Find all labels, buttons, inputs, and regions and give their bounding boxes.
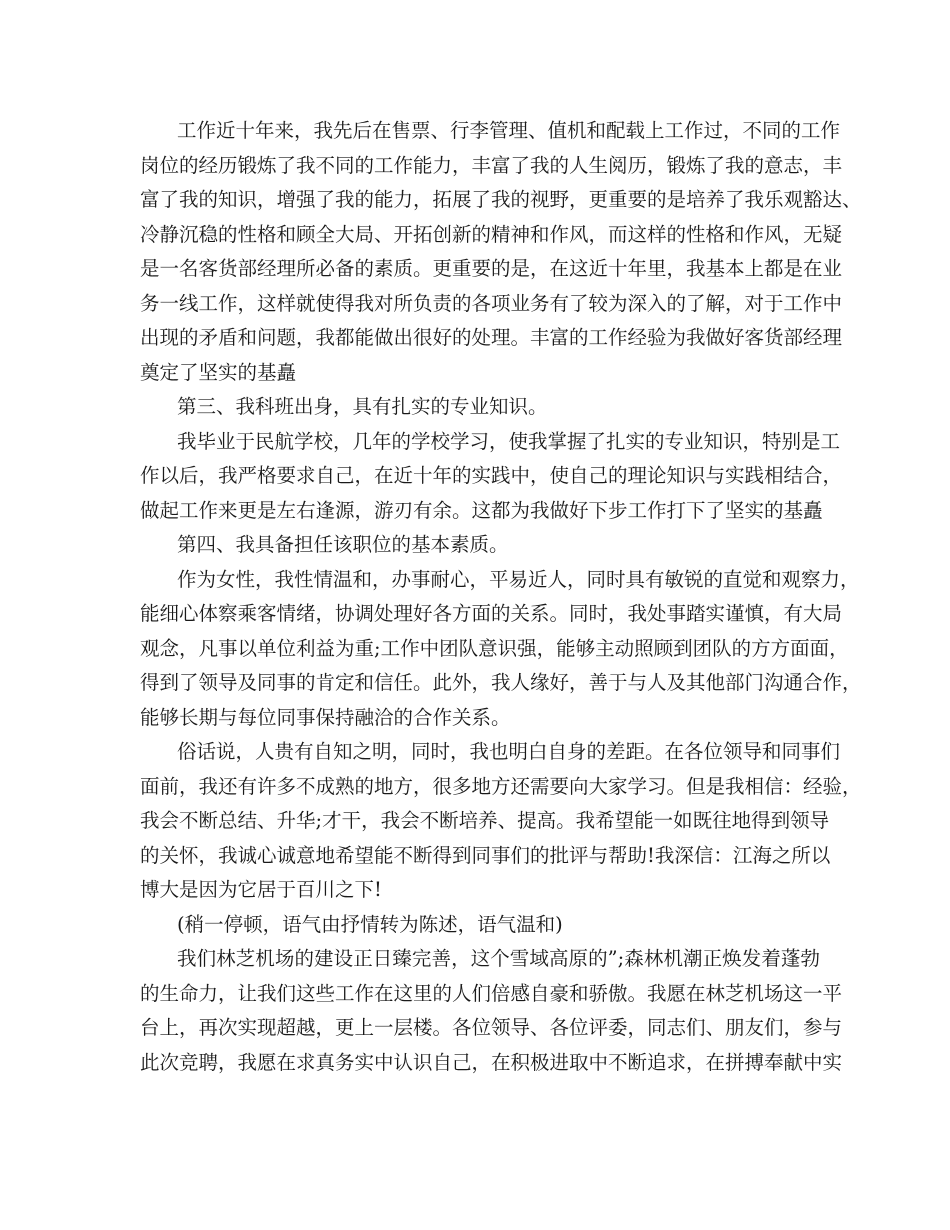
- text-line: 做起工作来更是左右逢源，游刃有余。这都为我做好下步工作打下了坚实的基矗: [140, 498, 823, 522]
- text-line: 观念，凡事以单位利益为重;工作中团队意识强，能够主动照顾到团队的方方面面，: [140, 636, 849, 660]
- text-line: 冷静沉稳的性格和顾全大局、开拓创新的精神和作风，而这样的性格和作风，无疑: [140, 222, 843, 246]
- text-line: 是一名客货部经理所必备的素质。更重要的是，在这近十年里，我基本上都是在业: [140, 257, 843, 280]
- text-line: 我毕业于民航学校，几年的学校学习，使我掌握了扎实的专业知识，特别是工: [177, 429, 841, 453]
- text-line: 第三、我科班出身，具有扎实的专业知识。: [177, 395, 548, 418]
- text-line: 俗话说，人贵有自知之明，同时，我也明白自身的差距。在各位领导和同事们: [177, 740, 841, 763]
- text-line: 此次竞聘，我愿在求真务实中认识自己，在积极进取中不断追求，在拼搏奉献中实: [140, 1050, 843, 1074]
- document-body: [140, 114, 862, 1080]
- text-line: 富了我的知识，增强了我的能力，拓展了我的视野，更重要的是培养了我乐观豁达、: [140, 188, 862, 211]
- text-line: 作以后，我严格要求自己，在近十年的实践中，使自己的理论知识与实践相结合，: [140, 464, 843, 487]
- text-line: (稍一停顿，语气由抒情转为陈述，语气温和): [177, 912, 563, 936]
- text-line: 务一线工作，这样就使得我对所负责的各项业务有了较为深入的了解，对于工作中: [140, 291, 843, 315]
- text-line: 的生命力，让我们这些工作在这里的人们倍感自豪和骄傲。我愿在林芝机场这一平: [140, 981, 843, 1005]
- text-line: 第四、我具备担任该职位的基本素质。: [177, 533, 509, 556]
- text-line: 台上，再次实现超越，更上一层楼。各位领导、各位评委，同志们、朋友们，参与: [140, 1016, 843, 1039]
- text-line: 工作近十年来，我先后在售票、行李管理、值机和配载上工作过，不同的工作: [177, 119, 841, 142]
- text-line: 奠定了坚实的基矗: [140, 360, 297, 384]
- text-line: 博大是因为它居于百川之下!: [140, 878, 382, 901]
- text-line: 作为女性，我性情温和，办事耐心，平易近人，同时具有敏锐的直觉和观察力，: [177, 567, 860, 591]
- text-line: 能够长期与每位同事保持融洽的合作关系。: [140, 705, 511, 729]
- text-line: 我们林芝机场的建设正日臻完善，这个雪域高原的”;森林机潮正焕发着蓬勃: [177, 947, 820, 970]
- text-line: 岗位的经历锻炼了我不同的工作能力，丰富了我的人生阅历，锻炼了我的意志，丰: [140, 153, 843, 177]
- text-line: 我会不断总结、升华;才干，我会不断培养、提高。我希望能一如既往地得到领导: [140, 809, 830, 832]
- text-line: 能细心体察乘客情绪，协调处理好各方面的关系。同时，我处事踏实谨慎，有大局: [140, 602, 843, 625]
- text-line: 的关怀，我诚心诚意地希望能不断得到同事们的批评与帮助!我深信：江海之所以: [140, 843, 831, 867]
- text-line: 面前，我还有许多不成熟的地方，很多地方还需要向大家学习。但是我相信：经验，: [140, 774, 862, 798]
- text-line: 得到了领导及同事的肯定和信任。此外，我人缘好，善于与人及其他部门沟通合作，: [140, 671, 862, 694]
- text-line: 出现的矛盾和问题，我都能做出很好的处理。丰富的工作经验为我做好客货部经理: [140, 326, 843, 349]
